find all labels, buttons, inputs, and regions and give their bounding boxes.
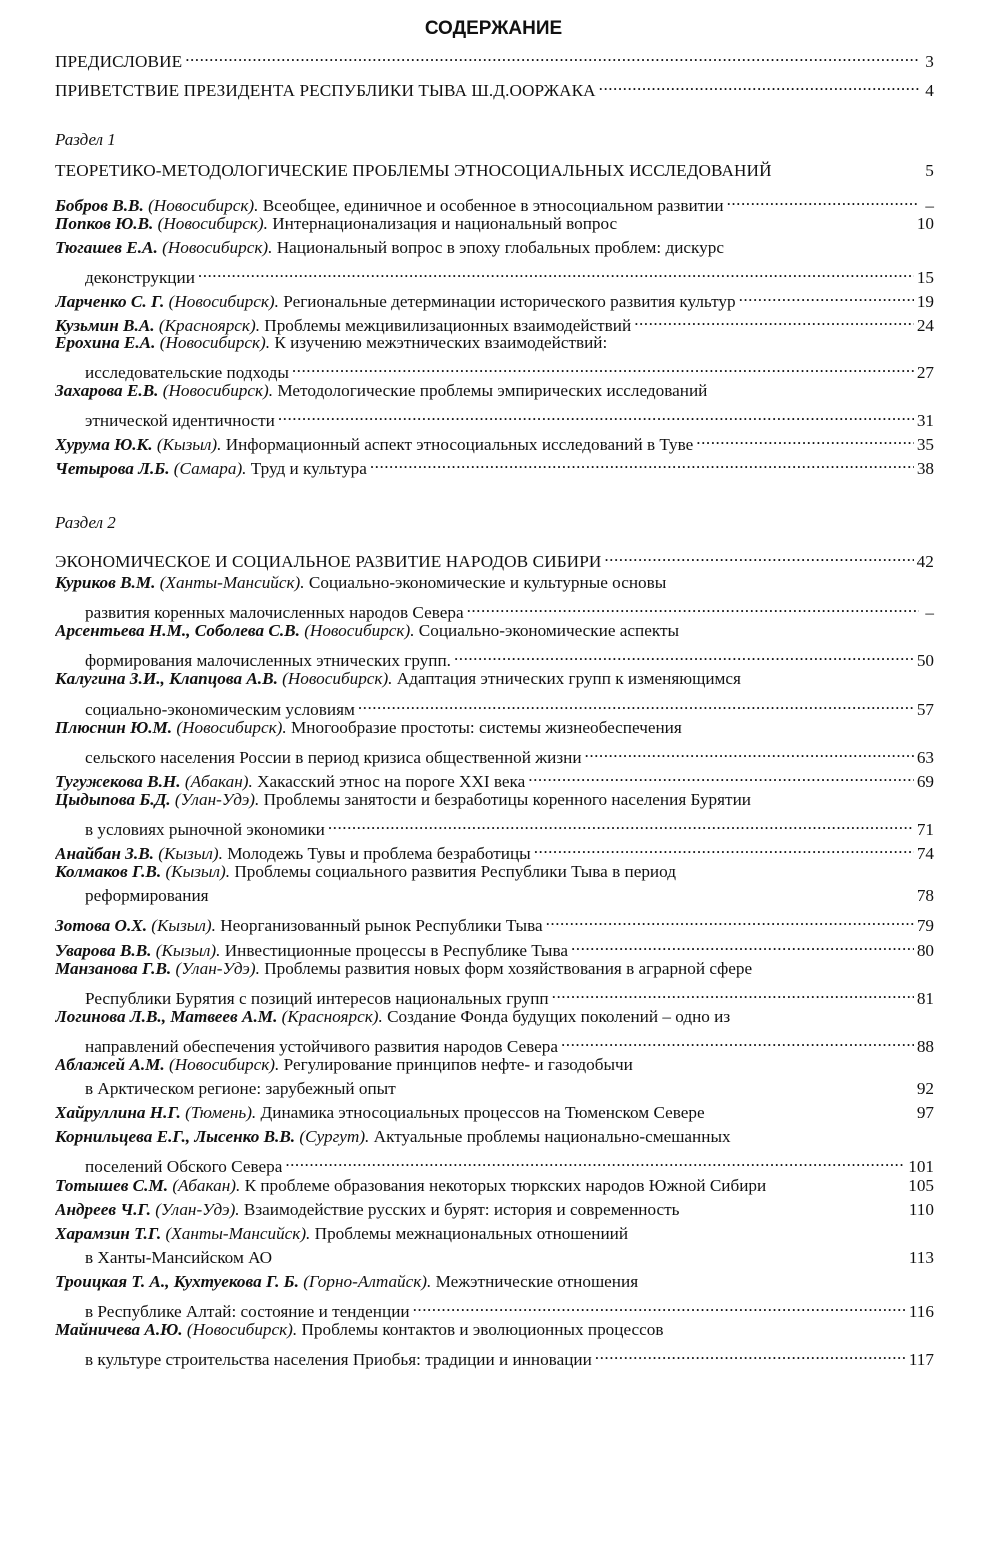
entry-city: (Новосибирск). [159,333,271,353]
page-number: 97 [916,1103,934,1123]
entry-text [55,789,751,811]
entry-title: социально-экономическим условиям [85,699,355,719]
entry-text [85,885,209,907]
entry-title: в Арктическом регионе: зарубежный опыт [85,1079,396,1099]
page-number: – [925,603,934,623]
entry-title: деконструкции [85,267,195,287]
toc-entry[interactable] [85,261,934,287]
toc-entry[interactable] [55,837,934,864]
page-number: 19 [916,291,934,311]
entry-text [55,861,676,883]
toc-entry[interactable] [55,620,934,642]
leader-dots [739,285,914,307]
entry-title: Неорганизованный рынок Республики Тыва [220,916,543,936]
entry-text [55,572,666,594]
leader-dots [413,1295,906,1317]
entry-title: Всеобщее, единичное и особенное в этносоциальном развитии [262,196,724,215]
entry-title: Социально-экономические и культурные основы [308,573,667,592]
page-number: 113 [908,1247,934,1267]
entry-author: Ерохина Е.А. [55,333,156,353]
toc-entry[interactable] [55,572,934,594]
entry-city: (Улан-Удэ). [175,958,260,978]
entry-city: (Кызыл). [165,862,231,882]
leader-dots [185,45,919,67]
entry-author: Харамзин Т.Г. [55,1223,162,1243]
toc-entry[interactable] [85,813,934,839]
entry-city: (Новосибирск). [168,291,279,311]
toc-entry[interactable] [55,285,934,311]
toc-entry[interactable] [55,1319,934,1341]
toc-entry[interactable] [55,1054,934,1076]
leader-dots [561,1030,914,1052]
entry-title: Молодежь Тувы и проблема безработицы [227,844,531,864]
toc-entry[interactable] [85,356,934,383]
entry-title: исследовательские подходы [85,363,289,383]
entry-city: (Кызыл). [151,916,216,936]
entry-city: (Кызыл). [158,844,223,864]
entry-text [55,332,607,354]
toc-entry[interactable] [85,1295,934,1321]
entry-title: Проблемы межцивилизационных взаимодействий [264,315,632,335]
entry-title: Проблемы развития новых форм хозяйствования в аграрной сфере [264,958,753,978]
entry-city: (Улан-Удэ). [174,789,260,809]
entry-title: Проблемы контактов и эволюционных процессов [301,1320,664,1340]
entry-title: направлений обеспечения устойчивого развития народов Севера [85,1036,558,1056]
entry-author: Куриков В.М. [55,573,156,592]
toc-entry[interactable] [55,309,934,335]
page-number: 3 [925,52,934,71]
leader-dots [328,813,914,835]
entry-title: Инвестиционные процессы в Республике Тыва [224,940,568,960]
toc-entry[interactable] [55,428,934,454]
entry-city: (Кызыл). [155,940,221,960]
toc-entry[interactable] [55,1223,934,1245]
toc-entry[interactable] [55,1271,934,1293]
entry-title: в Ханты-Мансийском АО [85,1247,273,1267]
page-number: 71 [916,820,934,839]
entry-text [55,380,707,402]
toc-entry[interactable] [55,1126,934,1148]
entry-author: Майничева А.Ю. [55,1320,183,1340]
section-heading-text: ТЕОРЕТИКО-МЕТОДОЛОГИЧЕСКИЕ ПРОБЛЕМЫ ЭТНОСОЦИАЛЬНЫХ ИССЛЕДОВАНИЙ [55,161,772,180]
entry-title: Актуальные проблемы национально-смешанных [373,1127,731,1147]
page-number: 80 [916,940,934,960]
toc-entry[interactable] [55,717,934,739]
page-number: 101 [908,1157,934,1177]
entry-author: Цыдыпова Б.Д. [55,789,171,809]
leader-dots [604,545,913,567]
toc-entry[interactable] [55,332,934,354]
entry-title: Регулирование принципов нефте- и газодобычи [283,1055,633,1074]
entry-author: Уварова В.В. [55,940,152,960]
entry-city: (Абакан). [172,1175,241,1195]
entry-title: Социально-экономические аспекты [418,621,680,641]
leader-dots [534,837,914,859]
section-heading-text: ЭКОНОМИЧЕСКОЕ И СОЦИАЛЬНОЕ РАЗВИТИЕ НАРОДОВ СИБИРИ [55,552,602,571]
toc-entry[interactable] [85,693,934,719]
entry-text: ПРЕДИСЛОВИЕ [55,52,183,71]
leader-dots [727,189,919,211]
leader-dots [546,909,914,931]
leader-dots [358,693,914,715]
entry-author: Логинова Л.В., Матвеев А.М. [55,1006,278,1026]
toc-entry[interactable] [55,765,934,791]
toc-entry-greeting[interactable] [55,74,934,100]
entry-city: (Красноярск). [158,315,260,335]
toc-entry[interactable] [55,861,934,883]
page-number: 88 [916,1036,934,1056]
entry-title: в Республике Алтай: состояние и тенденции [85,1302,410,1321]
entry-text [55,668,741,690]
entry-title: этнической идентичности [85,411,275,431]
entry-city: (Новосибирск). [157,213,268,233]
entry-title: поселений Обского Севера [85,1157,283,1177]
entry-text [55,1271,638,1293]
toc-entry[interactable] [55,909,934,936]
entry-city: (Новосибирск). [162,237,273,257]
page-number: 69 [916,771,934,791]
entry-city: (Ханты-Мансийск). [159,573,305,592]
toc-entry[interactable] [55,1175,934,1197]
page-number: 78 [916,886,934,906]
entry-city: (Новосибирск). [162,381,274,401]
entry-text [55,1175,766,1197]
toc-entry[interactable] [85,596,934,623]
entry-city: (Новосибирск). [304,621,415,641]
entry-author: Тотышев С.М. [55,1175,169,1195]
entry-author: Тугужекова В.Н. [55,771,181,791]
toc-entry[interactable] [85,1078,934,1100]
leader-dots [198,261,914,283]
entry-author: Манзанова Г.В. [55,958,172,978]
entry-text [55,1223,628,1245]
toc-entry[interactable] [85,1030,934,1056]
leader-dots [467,596,919,618]
entry-author: Попков Ю.В. [55,213,154,233]
toc-entry[interactable] [85,644,934,671]
entry-title: Интернационализация и национальный вопрос [272,213,618,233]
entry-author: Бобров В.В. [55,196,144,215]
leader-dots [278,404,914,426]
leader-dots [552,982,914,1004]
toc-entry[interactable] [55,237,934,259]
entry-title: Информационный аспект этносоциальных исследований в Туве [225,435,694,454]
entry-author: Анайбан З.В. [55,844,154,864]
entry-author: Четырова Л.Б. [55,458,170,478]
entry-author: Хайруллина Н.Г. [55,1103,181,1123]
entry-text [55,1054,633,1076]
entry-title: в культуре строительства населения Приобья: традиции и инновации [85,1350,592,1370]
entry-text [55,458,367,480]
entry-text [85,1349,592,1371]
entry-author: Хурума Ю.К. [55,435,153,454]
toc-entry[interactable] [55,668,934,690]
leader-dots [595,1343,906,1365]
page-number: 92 [916,1079,934,1099]
entry-text [55,1006,730,1028]
entry-text [55,717,682,739]
page-number: 5 [925,161,934,180]
entry-text [55,958,752,980]
entry-author: Колмаков Г.В. [55,862,162,882]
page-number: 31 [916,411,934,431]
entry-text: ПРИВЕТСТВИЕ ПРЕЗИДЕНТА РЕСПУБЛИКИ ТЫВА Ш.Д.ООРЖАКА [55,81,596,100]
entry-city: (Самара). [173,458,247,478]
toc-entry-preface[interactable] [55,45,934,71]
leader-dots [454,644,914,666]
page-number: 27 [916,363,934,383]
entry-author: Андреев Ч.Г. [55,1199,151,1219]
entry-title: в условиях рыночной экономики [85,820,325,839]
page-number: 116 [908,1302,934,1321]
toc-entry[interactable] [85,1343,934,1370]
leader-dots [370,452,914,474]
entry-title: Проблемы межнациональных отношениий [314,1223,629,1243]
page-title: СОДЕРЖАНИЕ [424,18,563,39]
entry-author: Аблажей А.М. [55,1055,165,1074]
toc-entry[interactable] [55,1199,934,1221]
entry-title: развития коренных малочисленных народов Севера [85,603,464,623]
entry-text [55,237,724,259]
entry-text [55,1199,679,1221]
entry-title: сельского населения России в период кризиса общественной жизни [85,747,582,767]
entry-text [55,1126,731,1148]
entry-author: Кузьмин В.А. [55,315,155,335]
entry-author: Зотова О.Х. [55,916,147,936]
entry-text [55,1319,663,1341]
toc-entry[interactable] [85,741,934,767]
entry-author: Троицкая Т. А., Кухтуекова Г. Б. [55,1271,299,1291]
entry-text [55,620,679,642]
page-number: 63 [916,747,934,767]
entry-title: К изучению межэтнических взаимодействий: [274,333,608,353]
page-number: 15 [916,267,934,287]
toc-entry[interactable] [55,1102,934,1124]
leader-dots [599,74,919,96]
entry-city: (Новосибирск). [148,196,259,215]
entry-title: Межэтнические отношения [435,1271,639,1291]
leader-dots [696,428,914,450]
leader-dots [571,934,914,956]
toc-entry[interactable] [85,1247,934,1269]
entry-author: Тюгашев Е.А. [55,237,158,257]
entry-title: К проблеме образования некоторых тюркских народов Южной Сибири [244,1175,767,1195]
toc-entry[interactable] [55,213,934,235]
entry-author: Захарова Е.В. [55,381,159,401]
leader-dots [634,309,914,331]
entry-title: Проблемы занятости и безработицы коренного населения Бурятии [263,789,751,809]
entry-title: Динамика этносоциальных процессов на Тюменском Севере [260,1103,705,1123]
entry-title: реформирования [85,886,209,906]
leader-dots [292,356,914,378]
toc-entry[interactable] [85,982,934,1008]
page-number: 79 [916,916,934,936]
page-number: 50 [916,651,934,671]
entry-city: (Новосибирск). [282,669,393,689]
page-number: 24 [916,315,934,335]
entry-city: (Горно-Алтайск). [303,1271,432,1291]
entry-city: (Новосибирск). [176,717,287,737]
page-number: 57 [916,699,934,719]
page-number: 81 [916,988,934,1008]
toc-entry[interactable] [85,404,934,431]
leader-dots [528,765,914,787]
entry-author: Калугина З.И., Клапцова А.В. [55,669,278,689]
entry-author: Ларченко С. Г. [55,291,165,311]
entry-title: Национальный вопрос в эпоху глобальных проблем: дискурс [276,237,724,257]
page-number: 105 [908,1175,934,1195]
page-number: – [925,196,934,215]
page-number: 117 [908,1350,934,1370]
toc-entry[interactable] [85,885,934,907]
toc-entry[interactable] [55,958,934,980]
entry-city: (Абакан). [184,771,253,791]
page-number: 4 [925,81,934,100]
toc-entry[interactable] [55,189,934,215]
entry-title: Региональные детерминации исторического развития культур [283,291,736,311]
page-number: 35 [916,435,934,454]
toc-entry[interactable] [55,452,934,478]
entry-title: Взаимодействие русских и бурят: история и современность [243,1199,680,1219]
entry-city: (Сургут). [299,1127,370,1147]
page-number: 74 [916,844,934,864]
entry-city: (Новосибирск). [169,1055,280,1074]
entry-title: Адаптация этнических групп к изменяющимся [396,669,741,689]
entry-title: Методологические проблемы эмпирических исследований [277,381,708,401]
leader-dots [585,741,914,763]
page-number: 110 [908,1199,934,1219]
toc-entry[interactable] [55,380,934,402]
entry-title: Создание Фонда будущих поколений – одно из [387,1006,731,1026]
entry-city: (Улан-Удэ). [155,1199,240,1219]
page-number: 10 [916,213,934,233]
section-heading[interactable] [55,160,934,182]
toc-entry[interactable] [55,789,934,811]
entry-title: Труд и культура [250,458,367,478]
entry-city: (Новосибирск). [186,1320,298,1340]
entry-city: (Кызыл). [156,435,222,454]
page-number: 38 [916,458,934,478]
entry-text [85,1247,272,1269]
toc-entry[interactable] [55,934,934,960]
entry-title: Республики Бурятия с позиций интересов национальных групп [85,988,549,1008]
entry-title: Проблемы социального развития Республики Тыва в период [234,862,676,882]
entry-text [85,1078,396,1100]
page-number: 42 [916,552,934,571]
entry-author: Корнильцева Е.Г., Лысенко В.В. [55,1127,296,1147]
section-heading[interactable] [55,545,934,571]
section-label: Раздел 2 [55,513,116,532]
toc-entry[interactable] [85,1150,934,1177]
entry-text [55,1102,705,1124]
entry-city: (Ханты-Мансийск). [165,1223,311,1243]
entry-text [55,213,617,235]
entry-city: (Красноярск). [281,1006,383,1026]
entry-title: Многообразие простоты: системы жизнеобеспечения [291,717,682,737]
leader-dots [285,1150,905,1172]
entry-title: Хакасский этнос на пороге XXI века [257,771,526,791]
entry-author: Плюснин Ю.М. [55,717,173,737]
section-label: Раздел 1 [55,130,116,149]
toc-entry[interactable] [55,1006,934,1028]
entry-title: формирования малочисленных этнических групп. [85,651,451,671]
entry-author: Арсентьева Н.М., Соболева С.В. [55,621,300,641]
entry-city: (Тюмень). [185,1103,257,1123]
